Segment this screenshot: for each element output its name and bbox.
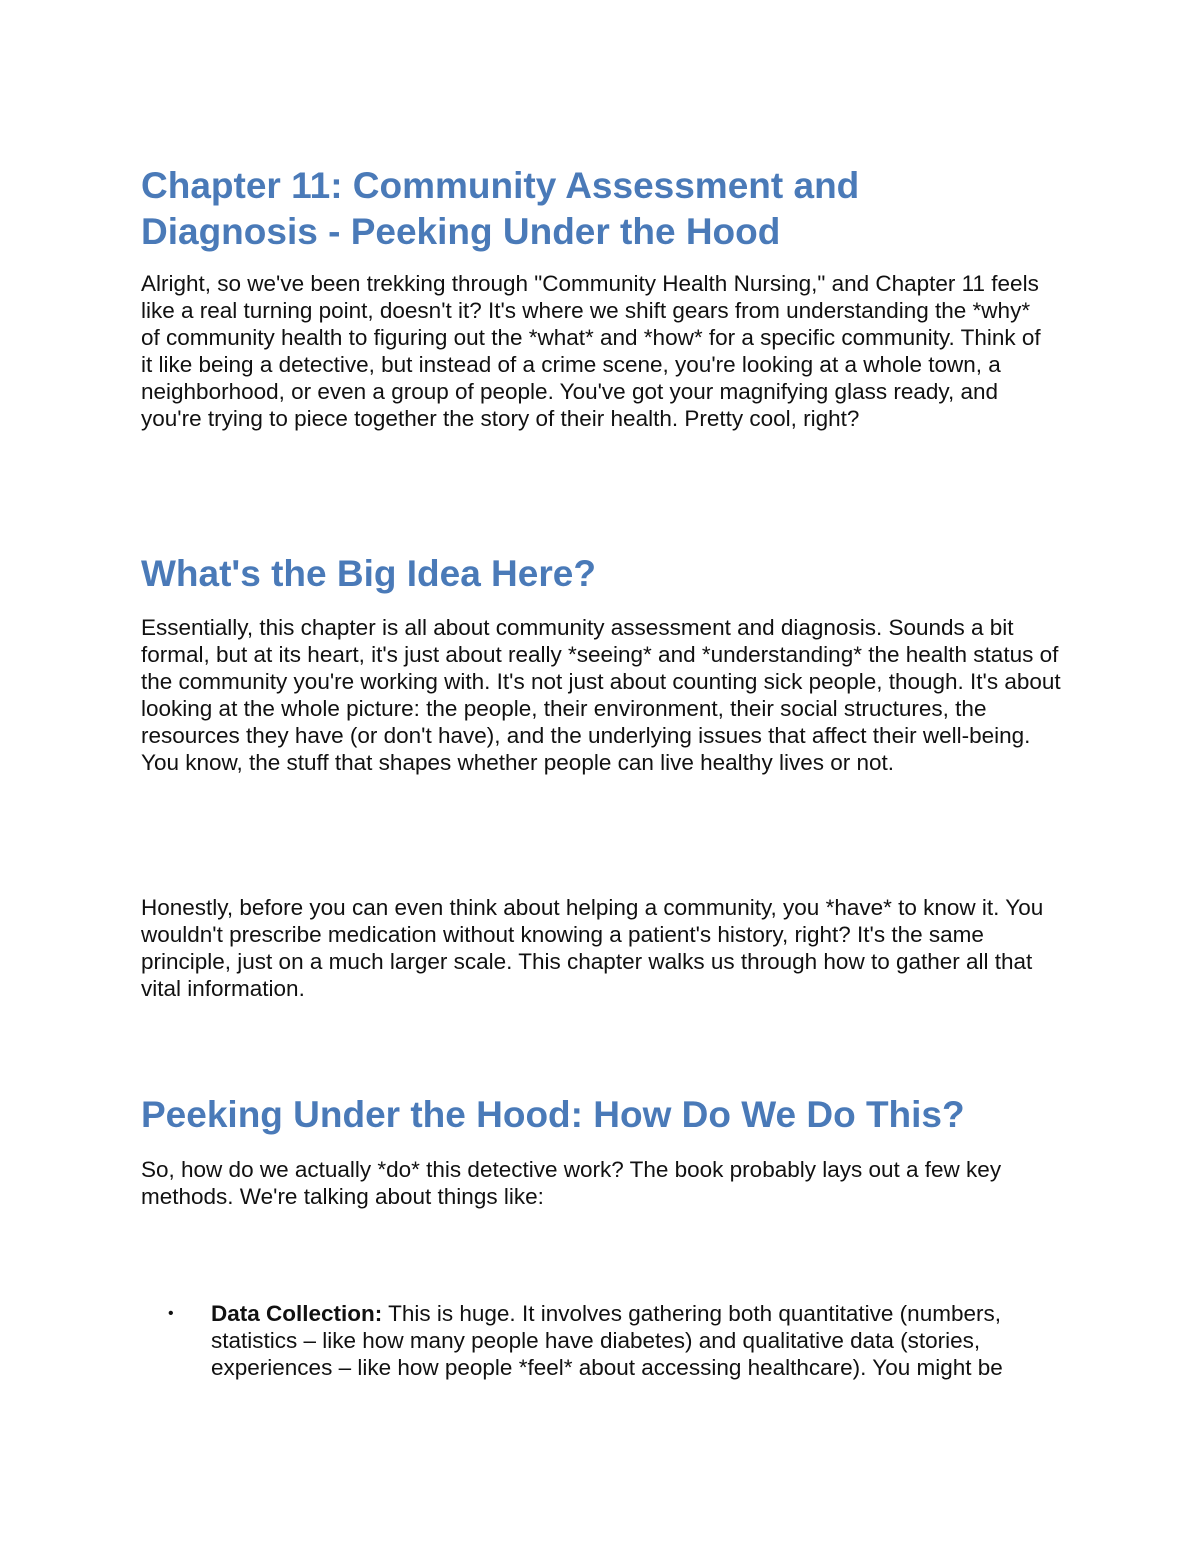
section-heading-how-we-do-this: Peeking Under the Hood: How Do We Do This? [141, 1094, 965, 1135]
methods-bullet-list [141, 1300, 1071, 1381]
section-heading-big-idea: What's the Big Idea Here? [141, 553, 596, 594]
big-idea-paragraph-1: Essentially, this chapter is all about community assessment and diagnosis. Sounds a bit formal, but at its heart, it's just about really *seeing* and *understanding* the health status of the community you're working with. It's not just about counting sick people, though. It's about looking at the whole picture: the people, their environment, their social structures, the resources they have (or don't have), and the underlying issues that affect their well-being. You know, the stuff that shapes whether people can live healthy lives or not. [141, 615, 1061, 775]
bullet-term: Data Collection: [211, 1301, 383, 1326]
intro-paragraph: Alright, so we've been trekking through "Community Health Nursing," and Chapter 11 feels like a real turning point, doesn't it? It's where we shift gears from understanding the *why* of community health to figuring out the *what* and *how* for a specific community. Think of it like being a detective, but instead of a crime scene, you're looking at a whole town, a neighborhood, or even a group of people. You've got your magnifying glass ready, and you're trying to piece together the story of their health. Pretty cool, right? [141, 271, 1041, 431]
bullet-icon: • [168, 1305, 174, 1322]
chapter-title: Chapter 11: Community Assessment and Diagnosis - Peeking Under the Hood [141, 165, 860, 252]
methods-intro-paragraph: So, how do we actually *do* this detective work? The book probably lays out a few key methods. We're talking about things like: [141, 1157, 1002, 1209]
list-item [141, 1300, 1071, 1381]
bullet-text: This is huge. It involves gathering both quantitative (numbers, statistics – like how many people have diabetes) and qualitative data (stories, experiences – like how people *feel* about accessing healthcare). You might be [211, 1301, 1003, 1380]
big-idea-paragraph-2: Honestly, before you can even think about helping a community, you *have* to know it. You wouldn't prescribe medication without knowing a patient's history, right? It's the same principle, just on a much larger scale. This chapter walks us through how to gather all that vital information. [141, 895, 1044, 1001]
